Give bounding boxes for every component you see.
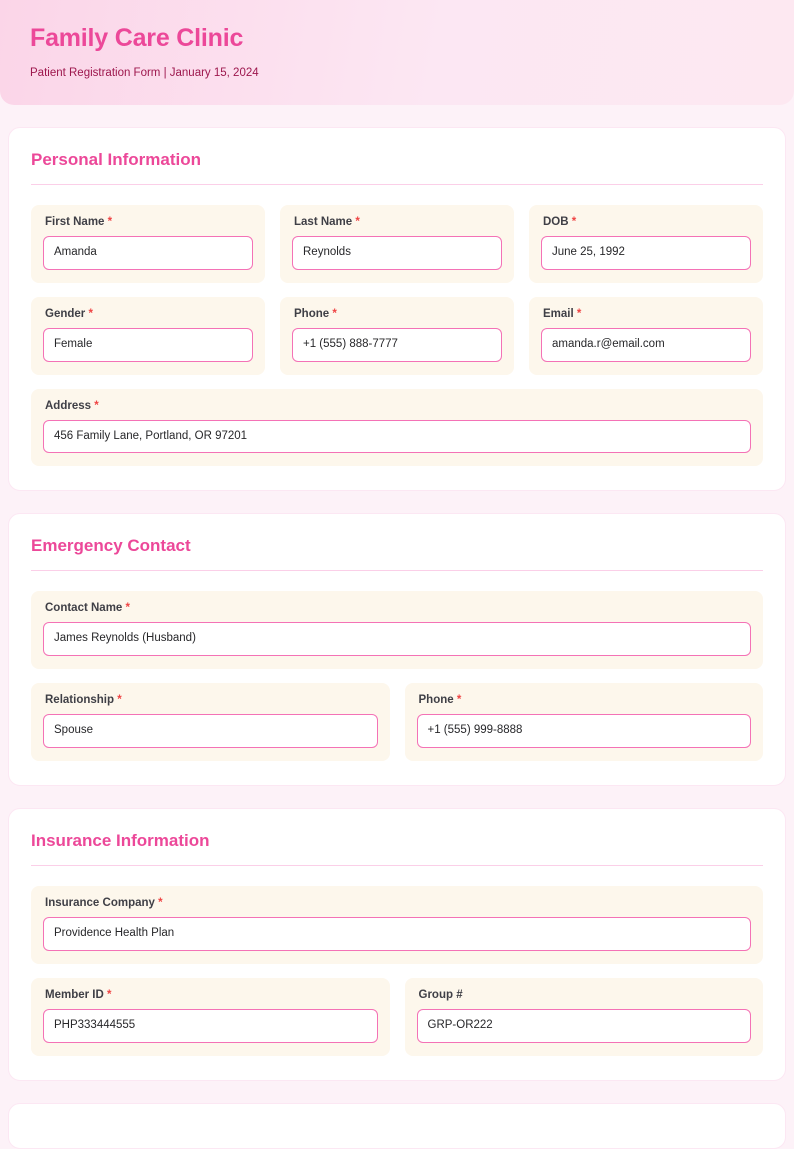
field-phone <box>405 683 764 761</box>
input-gender[interactable] <box>43 328 253 362</box>
field-label <box>294 216 502 228</box>
input-address[interactable] <box>43 420 751 454</box>
required-marker: * <box>576 307 582 320</box>
required-marker: * <box>88 307 93 320</box>
input-phone[interactable] <box>292 328 502 362</box>
form-sections <box>0 127 794 1149</box>
section-divider <box>31 865 763 866</box>
field-group <box>405 978 764 1056</box>
required-marker: * <box>355 216 360 228</box>
clinic-name: Family Care Clinic <box>30 24 244 52</box>
field-label-text: Group # <box>418 988 463 1001</box>
field-label-text: Address <box>45 399 92 412</box>
section-card-section <box>8 1103 786 1149</box>
field-label <box>543 216 751 228</box>
field-phone <box>280 297 514 375</box>
input-contact-name[interactable] <box>43 622 751 656</box>
field-insurance-company <box>31 886 763 964</box>
required-marker: * <box>571 216 577 228</box>
input-email[interactable] <box>541 328 751 362</box>
field-row <box>31 297 763 375</box>
input-group[interactable] <box>417 1009 752 1043</box>
required-marker: * <box>125 602 131 615</box>
field-row <box>31 205 763 283</box>
field-label-text: Gender <box>45 307 86 320</box>
section-title: Personal Information <box>31 150 202 169</box>
field-label-text: Last Name <box>294 216 353 228</box>
field-row <box>31 389 763 467</box>
field-address <box>31 389 763 467</box>
field-row <box>31 683 763 761</box>
field-label-text: First Name <box>45 216 105 228</box>
input-insurance-company[interactable] <box>43 917 751 951</box>
input-relationship[interactable] <box>43 714 378 748</box>
section-divider <box>31 570 763 571</box>
field-label-text: Email <box>543 307 574 320</box>
section-card-insurance-information <box>8 808 786 1081</box>
field-label <box>294 308 502 320</box>
field-row <box>31 886 763 964</box>
input-phone[interactable] <box>417 714 752 748</box>
section-title: Emergency Contact <box>31 536 191 556</box>
field-label-text: Contact Name <box>45 602 123 615</box>
field-last-name <box>280 205 514 283</box>
input-first-name[interactable] <box>43 236 253 270</box>
field-row <box>31 978 763 1056</box>
field-label <box>45 602 751 614</box>
field-label-text: Member ID <box>45 988 104 1001</box>
field-gender <box>31 297 265 375</box>
required-marker: * <box>107 216 113 228</box>
field-member-id <box>31 978 390 1056</box>
required-marker: * <box>456 694 462 707</box>
input-last-name[interactable] <box>292 236 502 270</box>
field-label-text: Relationship <box>45 694 115 707</box>
field-label-text: Insurance Company <box>45 896 155 909</box>
field-label <box>45 400 751 412</box>
field-label <box>45 897 751 909</box>
field-dob <box>529 205 763 283</box>
input-member-id[interactable] <box>43 1009 378 1043</box>
field-label <box>45 216 253 228</box>
field-first-name <box>31 205 265 283</box>
required-marker: * <box>332 307 337 320</box>
field-email <box>529 297 763 375</box>
field-label-text: Phone <box>418 694 454 707</box>
section-card-emergency-contact <box>8 513 786 786</box>
section-card-personal-information <box>8 127 786 491</box>
required-marker: * <box>117 694 122 707</box>
required-marker: * <box>94 399 99 412</box>
required-marker: * <box>107 988 112 1001</box>
section-divider <box>31 184 763 185</box>
field-label <box>419 989 752 1001</box>
field-label <box>543 308 751 320</box>
field-label <box>45 989 378 1001</box>
field-relationship <box>31 683 390 761</box>
field-row <box>31 591 763 669</box>
field-contact-name <box>31 591 763 669</box>
field-label <box>45 694 378 706</box>
field-label-text: DOB <box>543 216 569 228</box>
section-title: Insurance Information <box>31 830 210 850</box>
form-header <box>0 0 794 105</box>
field-label <box>45 308 253 320</box>
field-label-text: Phone <box>294 307 330 320</box>
input-dob[interactable] <box>541 236 751 270</box>
field-label <box>419 694 752 706</box>
required-marker: * <box>158 896 163 909</box>
form-subtitle: Patient Registration Form | January 15, 2024 <box>30 67 259 79</box>
